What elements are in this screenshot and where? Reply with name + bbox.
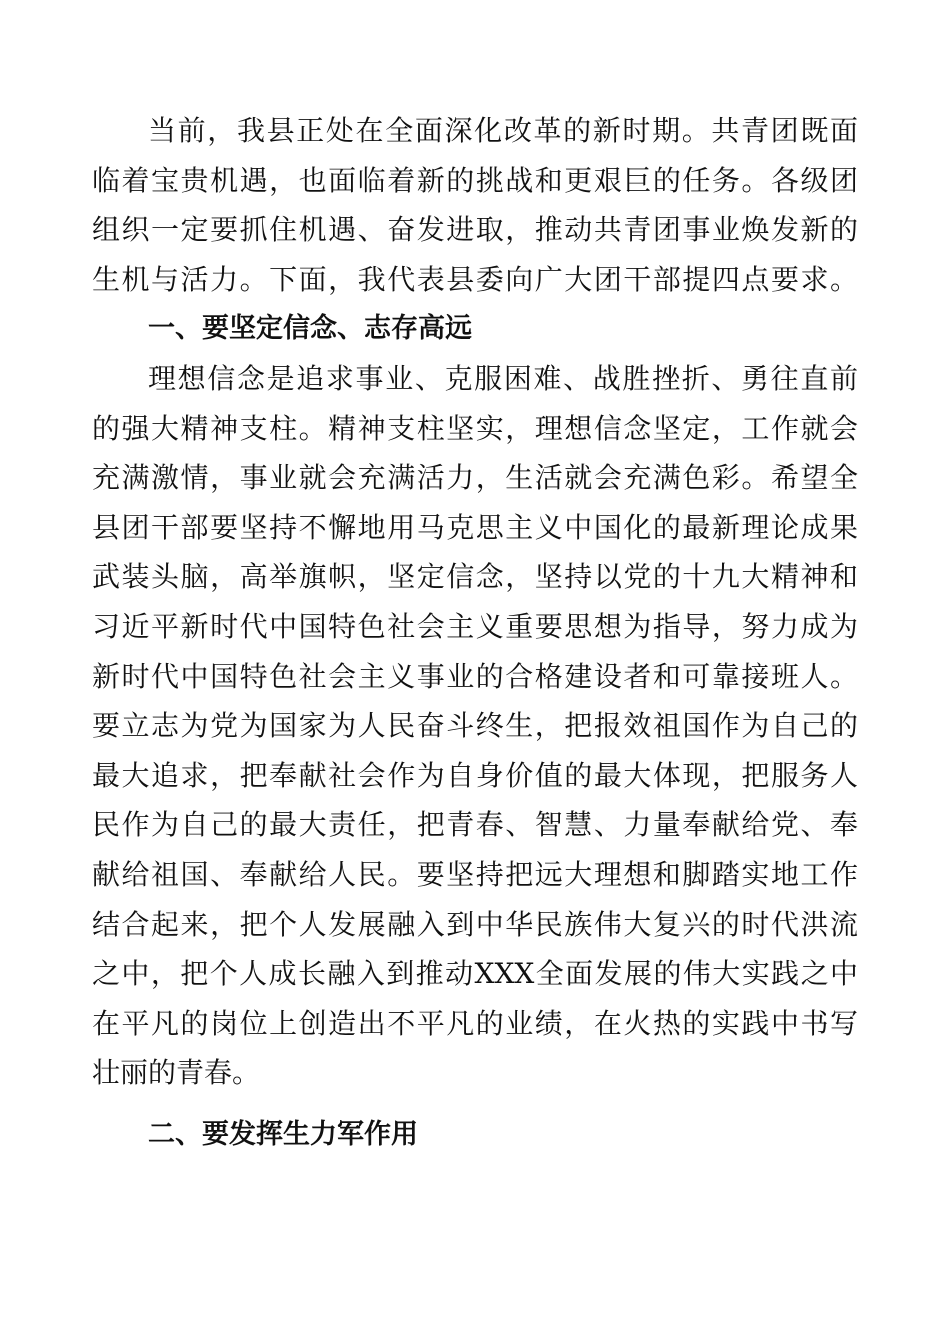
paragraph-line: 民作为自己的最大责任，把青春、智慧、力量奉献给党、奉 (92, 808, 858, 842)
paragraph-line: 组织一定要抓住机遇、奋发进取，推动共青团事业焕发新的 (92, 213, 858, 247)
section-spacer (92, 1098, 858, 1110)
paragraph-line: 要立志为党为国家为人民奋斗终生，把报效祖国作为自己的 (92, 709, 858, 743)
paragraph-line: 生机与活力。下面，我代表县委向广大团干部提四点要求。 (92, 262, 858, 296)
paragraph-line: 习近平新时代中国特色社会主义重要思想为指导，努力成为 (92, 609, 858, 643)
paragraph-line: 新时代中国特色社会主义事业的合格建设者和可靠接班人。 (92, 659, 858, 693)
section-heading-2: 二、要发挥生力军作用 (148, 1118, 418, 1150)
paragraph-line: 献给祖国、奉献给人民。要坚持把远大理想和脚踏实地工作 (92, 857, 858, 891)
paragraph-line: 最大追求，把奉献社会作为自身价值的最大体现，把服务人 (92, 758, 858, 792)
paragraph-intro (92, 106, 858, 304)
paragraph-line: 武装头脑，高举旗帜，坚定信念，坚持以党的十九大精神和 (92, 560, 858, 594)
paragraph-line: 当前，我县正处在全面深化改革的新时期。共青团既面 (148, 114, 858, 147)
paragraph-line: 之中，把个人成长融入到推动XXX全面发展的伟大实践之中 (92, 957, 858, 991)
paragraph-line-last: 壮丽的青春。 (92, 1056, 261, 1090)
paragraph-line: 理想信念是追求事业、克服困难、战胜挫折、勇往直前 (148, 361, 858, 395)
section-heading-1: 一、要坚定信念、志存高远 (148, 313, 472, 345)
document-page (92, 106, 858, 1159)
paragraph-ideals (92, 354, 858, 1098)
paragraph-line: 结合起来，把个人发展融入到中华民族伟大复兴的时代洪流 (92, 907, 858, 941)
paragraph-line: 县团干部要坚持不懈地用马克思主义中国化的最新理论成果 (92, 510, 858, 544)
paragraph-line: 在平凡的岗位上创造出不平凡的业绩，在火热的实践中书写 (92, 1006, 858, 1040)
paragraph-line: 的强大精神支柱。精神支柱坚实，理想信念坚定，工作就会 (92, 411, 858, 445)
paragraph-line: 充满激情，事业就会充满活力，生活就会充满色彩。希望全 (92, 461, 858, 495)
paragraph-line: 临着宝贵机遇，也面临着新的挑战和更艰巨的任务。各级团 (92, 163, 858, 197)
